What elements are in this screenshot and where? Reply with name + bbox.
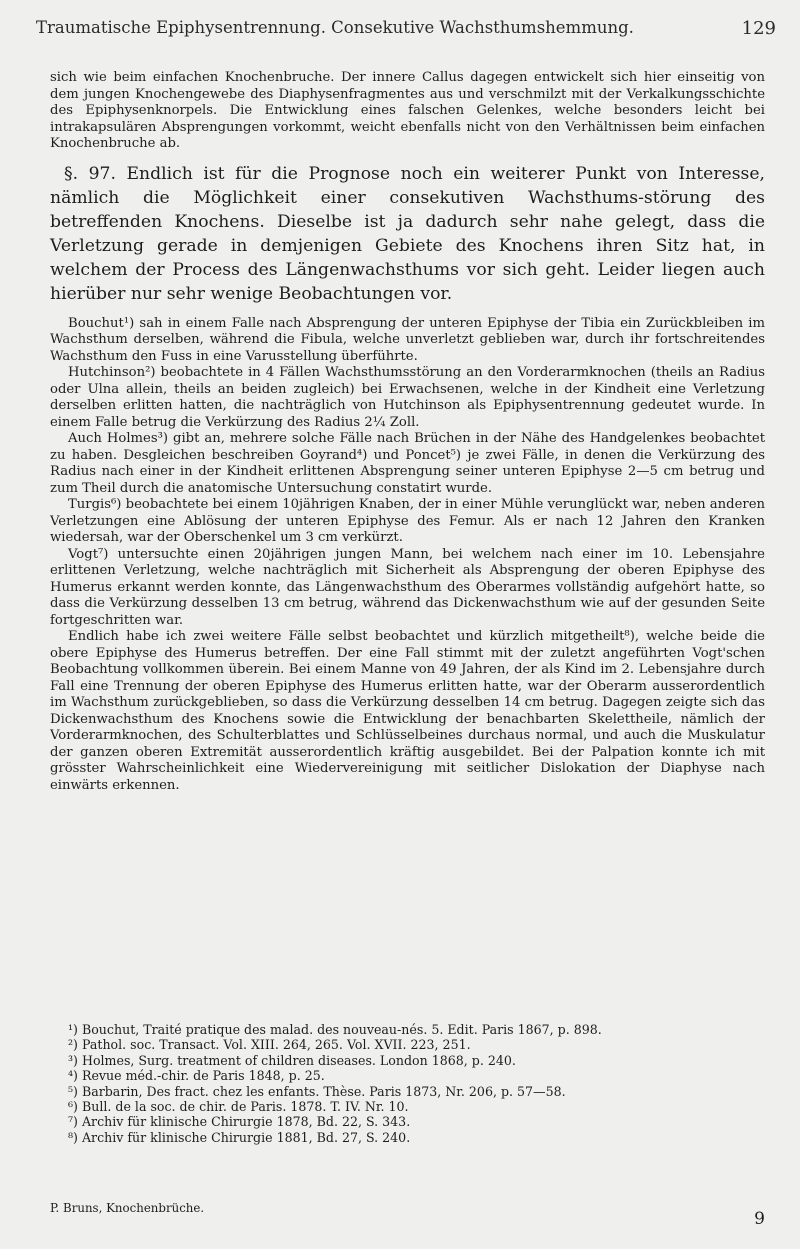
footer-author: P. Bruns, Knochenbrüche. (50, 1201, 205, 1215)
footnote: ⁸) Archiv für klinische Chirurgie 1881, Bd. 27, S. 240. (68, 1129, 411, 1145)
paragraph-vogt: Vogt⁷) untersuchte einen 20jährigen jungen Mann, bei welchem nach einer im 10. Lebensjahre erlittenen Verletzung, welche nachträglich mit Sicherheit als Absprengung der oberen Epiphyse des Humerus erkannt werden konnte, das Längenwachsthum des Oberarmes vollständig aufgehört hatte, so dass die Verkürzung desselben 13 cm betrug, während das Dickenwachsthum wie auf der gesunden Seite fortgeschritten war. (50, 546, 765, 628)
paragraph-callus: sich wie beim einfachen Knochenbruche. Der innere Callus dagegen entwickelt sich hier einseitig von dem jungen Knochengewebe des Diaphysenfragmentes aus und verschmilzt mit der Verkalkungsschichte des Epiphysenknorpels. Die Entwicklung eines falschen Gelenkes, welche besonders leicht bei intrakapsulären Absprengungen vorkommt, weicht ebenfalls nicht von den Verhältnissen beim einfachen Knochenbruche ab. (50, 70, 765, 151)
footnote: ²) Pathol. soc. Transact. Vol. XIII. 264, 265. Vol. XVII. 223, 251. (68, 1037, 471, 1053)
footnotes (50, 1022, 765, 1145)
paragraph-turgis: Turgis⁶) beobachtete bei einem 10jährigen Knaben, der in einer Mühle verunglückt war, neben anderen Verletzungen eine Ablösung der unteren Epiphyse des Femur. Als er nach 12 Jahren den Kranken wiedersah, war der Oberschenkel um 3 cm verkürzt. (50, 497, 765, 545)
footnote: ³) Holmes, Surg. treatment of children diseases. London 1868, p. 240. (68, 1052, 516, 1068)
main-text (50, 70, 765, 794)
paragraph-holmes: Auch Holmes³) gibt an, mehrere solche Fälle nach Brüchen in der Nähe des Handgelenkes beobachtet zu haben. Desgleichen beschreiben Goyrand⁴) und Poncet⁵) je zwei Fälle, in denen die Verkürzung des Radius nach einer in der Kindheit erlittenen Absprengung seiner unteren Epiphyse 2—5 cm betrug und zum Theil durch die anatomische Untersuchung constatirt wurde. (50, 431, 765, 496)
running-head (36, 18, 776, 37)
paragraph-own-cases: Endlich habe ich zwei weitere Fälle selbst beobachtet und kürzlich mitgetheilt⁸), welche beide die obere Epiphyse des Humerus betreffen. Der eine Fall stimmt mit der zuletzt angeführten Vogt'schen Beobachtung vollkommen überein. Bei einem Manne von 49 Jahren, der als Kind im 2. Lebensjahre durch Fall eine Trennung der oberen Epiphyse des Humerus erlitten hatte, war der Oberarm ausserordentlich im Wachsthum zurückgeblieben, so dass die Verkürzung desselben 14 cm betrug. Dagegen zeigte sich das Dickenwachsthum des Knochens sowie die Entwicklung der benachbarten Skelettheile, nämlich der Vorderarmknochen, des Schulterblattes und Schlüsselbeines durchaus normal, und auch die Muskulatur der ganzen oberen Extremität ausserordentlich kräftig ausgebildet. Bei der Palpation konnte ich mit grösster Wahrscheinlichkeit eine Wiedervereinigung mit seitlicher Dislokation der Diaphyse nach einwärts erkennen. (50, 629, 765, 793)
running-head-title: Traumatische Epiphysentrennung. Consekutive Wachsthumshemmung. (36, 18, 634, 37)
paragraph-hutchinson: Hutchinson²) beobachtete in 4 Fällen Wachsthumsstörung an den Vorderarmknochen (theils an Radius oder Ulna allein, theils an beiden zugleich) bei Erwachsenen, welche in der Kindheit eine Verletzung derselben erlitten hatten, die nachträglich von Hutchinson als Epiphysentrennung gedeutet wurde. In einem Falle betrug die Verkürzung des Radius 2¼ Zoll. (50, 365, 765, 430)
paragraph-bouchut: Bouchut¹) sah in einem Falle nach Absprengung der unteren Epiphyse der Tibia ein Zurückbleiben im Wachsthum derselben, während die Fibula, welche unverletzt geblieben war, durch ihr fortschreitendes Wachsthum den Fuss in eine Varusstellung überführte. (50, 315, 765, 364)
signature-mark: 9 (754, 1209, 765, 1229)
footnote: ¹) Bouchut, Traité pratique des malad. des nouveau-nés. 5. Edit. Paris 1867, p. 898. (68, 1022, 602, 1037)
footnote: ⁴) Revue méd.-chir. de Paris 1848, p. 25. (68, 1068, 325, 1084)
footnote: ⁷) Archiv für klinische Chirurgie 1878, Bd. 22, S. 343. (68, 1114, 411, 1130)
footnote: ⁶) Bull. de la soc. de chir. de Paris. 1878. T. IV. Nr. 10. (68, 1099, 409, 1115)
page-footer (50, 1201, 765, 1229)
page-number: 129 (741, 18, 776, 39)
paragraph-section-97: §. 97. Endlich ist für die Prognose noch ein weiterer Punkt von Interesse, nämlich die Möglichkeit einer consekutiven Wachsthums-störung des betreffenden Knochens. Dieselbe ist ja dadurch sehr nahe gelegt, dass die Verletzung gerade in demjenigen Gebiete des Knochens ihren Sitz hat, in welchem der Process des Längenwachsthums vor sich geht. Leider liegen auch hierüber nur sehr wenige Beobachtungen vor. (50, 163, 765, 304)
footnote: ⁵) Barbarin, Des fract. chez les enfants. Thèse. Paris 1873, Nr. 206, p. 57—58. (68, 1083, 566, 1099)
